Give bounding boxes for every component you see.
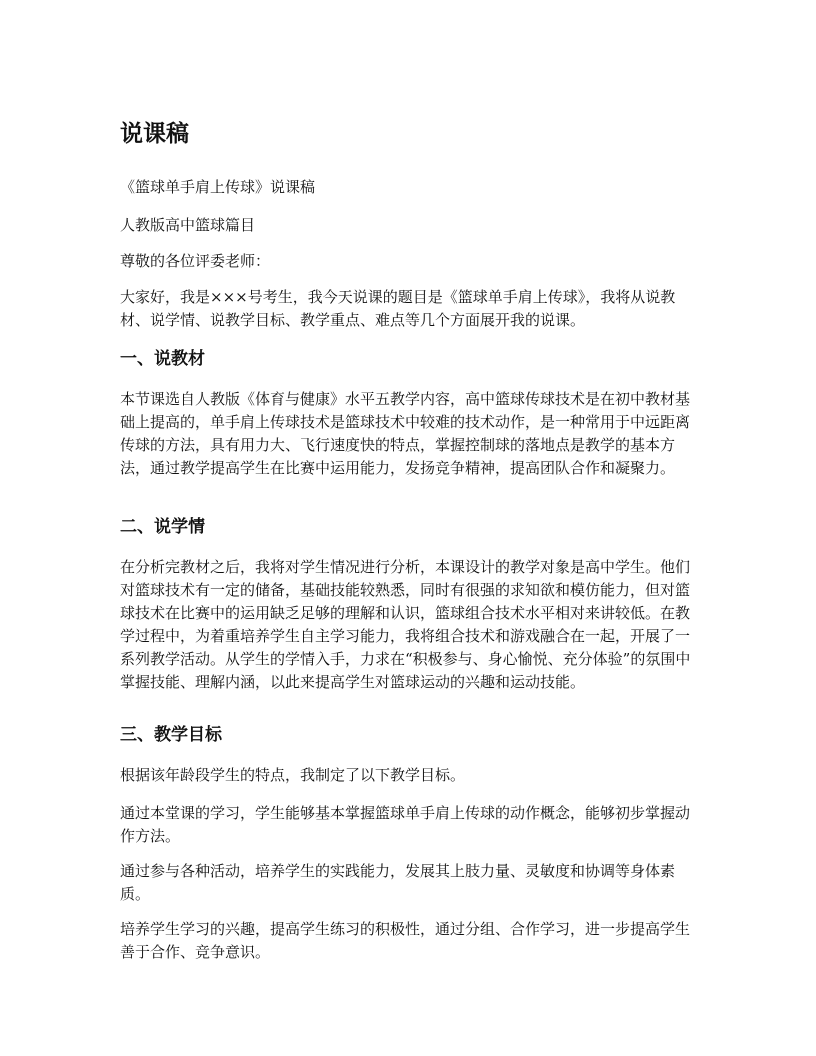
students-paragraph: 在分析完教材之后，我将对学生情况进行分析，本课设计的教学对象是高中学生。他们对篮球技术有一定的储备，基础技能较熟悉，同时有很强的求知欲和模仿能力，但对篮球技术在比赛中的运用缺乏足够的理解和认识，篮球组合技术水平相对来讲较低。在教学过程中，为着重培养学生自主学习能力，我将组合技术和游戏融合在一起，开展了一系列教学活动。从学生的学情入手，力求在“积极参与、身心愉悦、充分体验”的氛围中掌握技能、理解内涵，以此来提高学生对篮球运动的兴趣和运动技能。	[120, 558, 691, 691]
intro-paragraph: 大家好，我是×××号考生，我今天说课的题目是《篮球单手肩上传球》，我将从说教材、说学情、说教学目标、教学重点、难点等几个方面展开我的说课。	[120, 288, 676, 329]
section-heading-objectives: 三、教学目标	[120, 725, 222, 745]
doc-subtitle: 《篮球单手肩上传球》说课稿	[120, 178, 316, 196]
doc-greeting: 尊敬的各位评委老师：	[120, 252, 271, 270]
objectives-paragraph: 根据该年龄段学生的特点，我制定了以下教学目标。	[120, 766, 466, 784]
section-heading-textbook: 一、说教材	[120, 349, 205, 369]
doc-source: 人教版高中篮球篇目	[120, 216, 256, 234]
section-heading-students: 二、说学情	[120, 517, 205, 537]
objectives-paragraph: 通过本堂课的学习，学生能够基本掌握篮球单手肩上传球的动作概念，能够初步掌握动作方法。	[120, 804, 691, 845]
objectives-paragraph: 培养学生学习的兴趣，提高学生练习的积极性，通过分组、合作学习，进一步提高学生善于合作、竞争意识。	[120, 920, 691, 961]
page-title: 说课稿	[120, 121, 189, 147]
textbook-paragraph: 本节课选自人教版《体育与健康》水平五教学内容，高中篮球传球技术是在初中教材基础上提高的，单手肩上传球技术是篮球技术中较难的技术动作，是一种常用于中远距离传球的方法，具有用力大、飞行速度快的特点，掌握控制球的落地点是教学的基本方法，通过教学提高学生在比赛中运用能力，发扬竞争精神，提高团队合作和凝聚力。	[120, 390, 691, 477]
objectives-paragraph: 通过参与各种活动，培养学生的实践能力，发展其上肢力量、灵敏度和协调等身体素质。	[120, 862, 676, 903]
